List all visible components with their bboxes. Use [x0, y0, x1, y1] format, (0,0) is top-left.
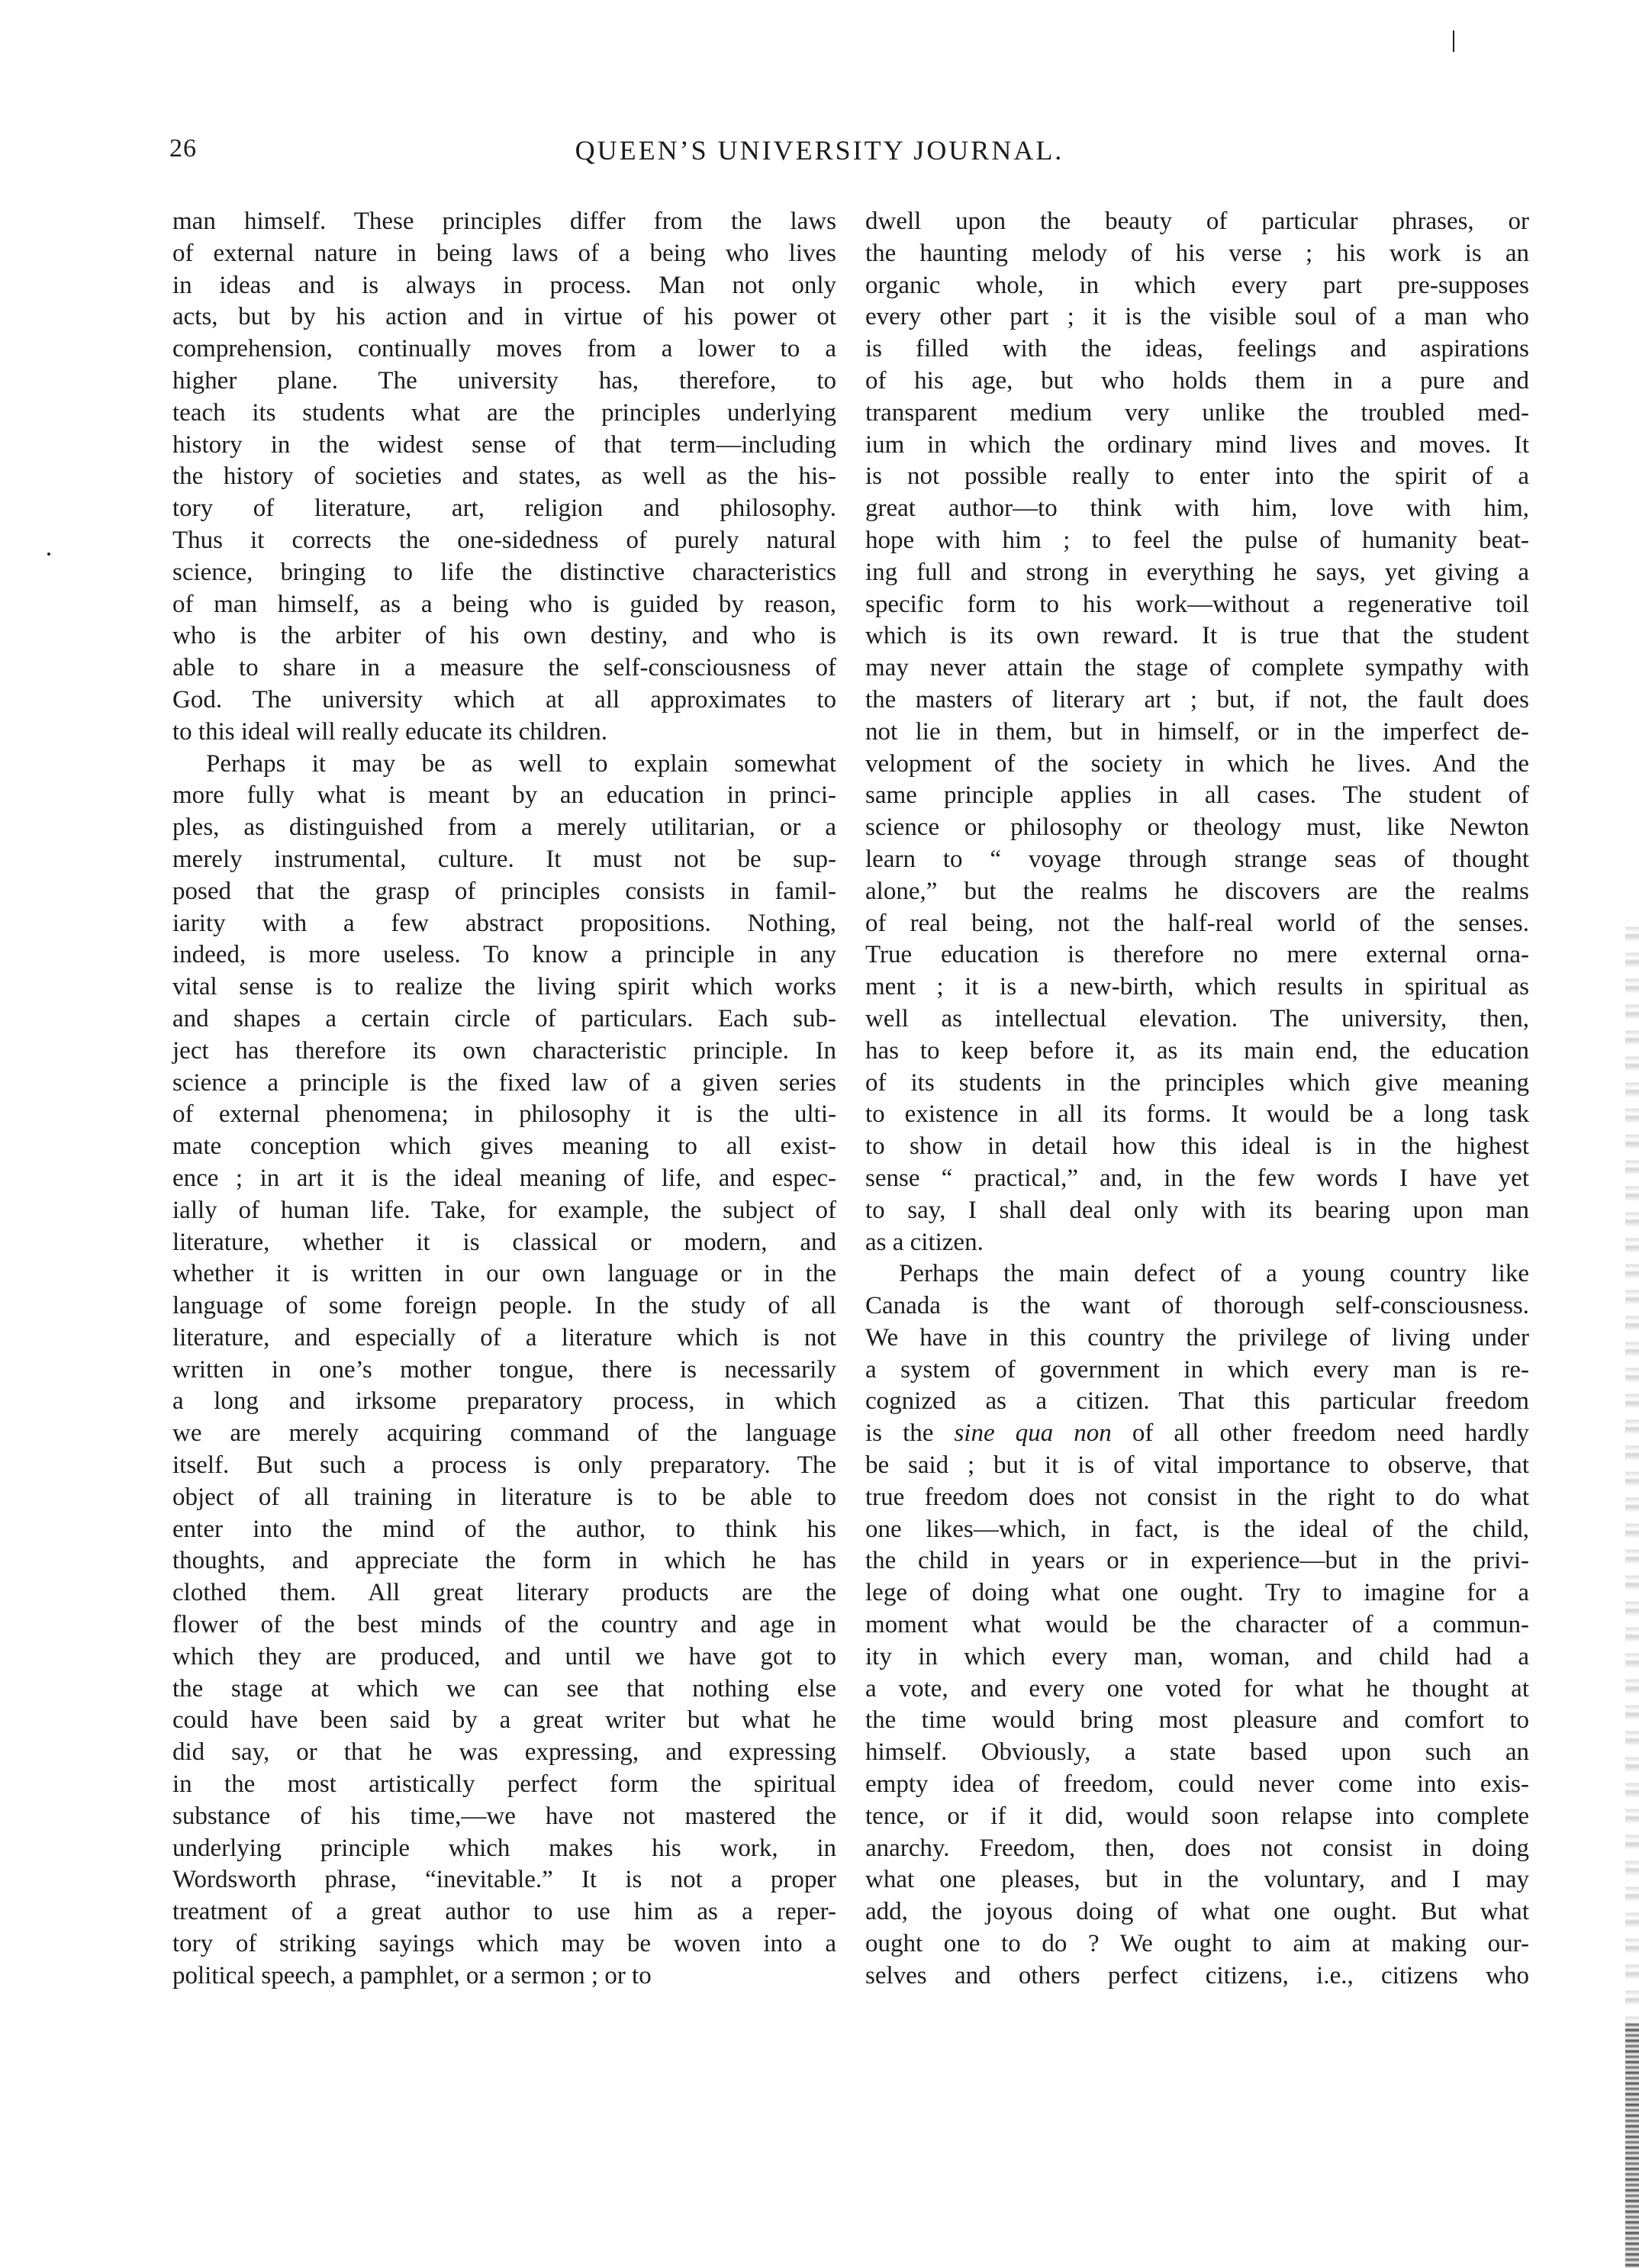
- text-line: be said ; but it is of vital importance to observe, that: [865, 1451, 1529, 1480]
- text-line: ples, as distinguished from a merely utilitarian, or a: [172, 813, 836, 842]
- text-line: to existence in all its forms. It would be a long task: [865, 1100, 1529, 1129]
- text-line: as a citizen.: [865, 1228, 984, 1256]
- text-line: one likes—which, in fact, is the ideal of the child,: [865, 1515, 1529, 1543]
- text-line: the child in years or in experience—but in the privi-: [865, 1547, 1529, 1575]
- text-line: ing full and strong in everything he says, yet giving a: [865, 558, 1529, 586]
- text-line: velopment of the society in which he lives. And the: [865, 749, 1529, 778]
- text-line: a system of government in which every man is re-: [865, 1355, 1529, 1384]
- text-line: learn to “ voyage through strange seas of thought: [865, 845, 1529, 873]
- page-number: 26: [169, 134, 197, 163]
- text-line: whether it is written in our own language or in the: [172, 1260, 836, 1288]
- text-line: ject has therefore its own characteristic principle. In: [172, 1036, 836, 1065]
- text-line: dwell upon the beauty of particular phrases, or: [865, 208, 1529, 235]
- text-line: in the most artistically perfect form the spiritual: [172, 1770, 836, 1799]
- text-line: did say, or that he was expressing, and expressing: [172, 1738, 836, 1767]
- text-line: the time would bring most pleasure and comfort to: [865, 1706, 1529, 1735]
- text-line: the history of societies and states, as well as the his-: [172, 462, 836, 491]
- text-line: Canada is the want of thorough self-consciousness.: [865, 1292, 1529, 1320]
- text-line: organic whole, in which every part pre-supposes: [865, 271, 1529, 299]
- text-line: is filled with the ideas, feelings and aspirations: [865, 335, 1529, 363]
- text-line: sense “ practical,” and, in the few words I have yet: [865, 1164, 1529, 1192]
- text-line: ment ; it is a new-birth, which results in spiritual as: [865, 973, 1529, 1001]
- text-line: in ideas and is always in process. Man not only: [172, 271, 836, 299]
- text-line: indeed, is more useless. To know a principle in any: [172, 941, 836, 969]
- text-line: ity in which every man, woman, and child had a: [865, 1642, 1529, 1670]
- text-line: of man himself, as a being who is guided by reason,: [172, 590, 836, 618]
- text-line: of external nature in being laws of a being who lives: [172, 239, 836, 267]
- text-line: science a principle is the fixed law of a given series: [172, 1068, 836, 1097]
- text-line: moment what would be the character of a commun-: [865, 1611, 1529, 1639]
- text-line: has to keep before it, as its main end, the education: [865, 1036, 1529, 1065]
- page-edge-binding: [1625, 2022, 1639, 2268]
- text-line: enter into the mind of the author, to think his: [172, 1515, 836, 1543]
- text-line: selves and others perfect citizens, i.e., citizens who: [865, 1961, 1529, 1989]
- stray-dot: [47, 553, 50, 556]
- italic-phrase: sine qua non: [954, 1419, 1112, 1448]
- text-line: alone,” but the realms he discovers are the realms: [865, 877, 1529, 905]
- text-line: True education is therefore no mere external orna-: [865, 941, 1529, 969]
- text-line: treatment of a great author to use him as a reper-: [172, 1898, 836, 1926]
- text-line: merely instrumental, culture. It must not be sup-: [172, 845, 836, 873]
- text-line: thoughts, and appreciate the form in which he has: [172, 1547, 836, 1575]
- text-line: tence, or if it did, would soon relapse into complete: [865, 1802, 1529, 1830]
- text-line: tory of striking sayings which may be woven into a: [172, 1930, 836, 1958]
- right-column: [865, 206, 1529, 1993]
- text-line: true freedom does not consist in the right to do what: [865, 1483, 1529, 1511]
- text-line: Perhaps it may be as well to explain somewhat: [206, 749, 836, 778]
- text-line: and shapes a certain circle of particulars. Each sub-: [172, 1004, 836, 1033]
- text-line: acts, but by his action and in virtue of his power ot: [172, 303, 836, 331]
- text-line: the stage at which we can see that nothing else: [172, 1674, 836, 1703]
- text-line: underlying principle which makes his work, in: [172, 1834, 836, 1862]
- text-line: We have in this country the privilege of living under: [865, 1323, 1529, 1351]
- text-line: science, bringing to life the distinctive characteristics: [172, 558, 836, 586]
- text-line: God. The university which at all approximates to: [172, 685, 836, 714]
- text-line: lege of doing what one ought. Try to imagine for a: [865, 1579, 1529, 1607]
- text-line: to say, I shall deal only with its bearing upon man: [865, 1196, 1529, 1224]
- text-line: substance of his time,—we have not mastered the: [172, 1802, 836, 1830]
- text-line: hope with him ; to feel the pulse of humanity beat-: [865, 526, 1529, 554]
- text-line: the haunting melody of his verse ; his work is an: [865, 239, 1529, 267]
- text-line: language of some foreign people. In the study of all: [172, 1292, 836, 1320]
- text-line: a long and irksome preparatory process, in which: [172, 1387, 836, 1416]
- text-line: transparent medium very unlike the troubled med-: [865, 398, 1529, 427]
- text-line: well as intellectual elevation. The university, then,: [865, 1004, 1529, 1033]
- text-line: itself. But such a process is only preparatory. The: [172, 1451, 836, 1480]
- text-line: we are merely acquiring command of the language: [172, 1419, 836, 1448]
- text-line: specific form to his work—without a regenerative toil: [865, 590, 1529, 618]
- text-line: man himself. These principles differ from the laws: [172, 208, 836, 235]
- text-line: of real being, not the half-real world of the senses.: [865, 909, 1529, 937]
- left-column: [172, 206, 836, 1993]
- text-line: every other part ; it is the visible soul of a man who: [865, 303, 1529, 331]
- text-line: Thus it corrects the one-sidedness of purely natural: [172, 526, 836, 554]
- text-line: posed that the grasp of principles consists in famil-: [172, 877, 836, 905]
- text-line: could have been said by a great writer but what he: [172, 1706, 836, 1735]
- text-line: ially of human life. Take, for example, the subject of: [172, 1196, 836, 1224]
- text-line: tory of literature, art, religion and philosophy.: [172, 495, 836, 523]
- text-line: political speech, a pamphlet, or a sermon ; or to: [172, 1961, 652, 1989]
- text-line: flower of the best minds of the country and age in: [172, 1611, 836, 1639]
- text-line: comprehension, continually moves from a lower to a: [172, 335, 836, 363]
- text-line: to show in detail how this ideal is in the highest: [865, 1132, 1529, 1161]
- text-line: science or philosophy or theology must, like Newton: [865, 813, 1529, 842]
- text-line: is not possible really to enter into the spirit of a: [865, 462, 1529, 491]
- text-line: mate conception which gives meaning to all exist-: [172, 1132, 836, 1161]
- text-line: same principle applies in all cases. The student of: [865, 781, 1529, 810]
- text-line: teach its students what are the principles underlying: [172, 398, 836, 427]
- text-line: cognized as a citizen. That this particular freedom: [865, 1387, 1529, 1416]
- text-line: literature, whether it is classical or modern, and: [172, 1228, 836, 1256]
- text-line: empty idea of freedom, could never come into exis-: [865, 1770, 1529, 1799]
- text-line: a vote, and every one voted for what he thought at: [865, 1674, 1529, 1703]
- text-line: add, the joyous doing of what one ought. But what: [865, 1898, 1529, 1926]
- text-line: Wordsworth phrase, “inevitable.” It is not a proper: [172, 1866, 836, 1894]
- text-line: iarity with a few abstract propositions. Nothing,: [172, 909, 836, 937]
- text-line: may never attain the stage of complete sympathy with: [865, 654, 1529, 682]
- text-line: higher plane. The university has, therefore, to: [172, 366, 836, 395]
- text-line: not lie in them, but in himself, or in the imperfect de-: [865, 717, 1529, 746]
- text-line: history in the widest sense of that term—including: [172, 430, 836, 459]
- text-line: of its students in the principles which give meaning: [865, 1068, 1529, 1097]
- running-title: QUEEN’S UNIVERSITY JOURNAL.: [575, 135, 1064, 166]
- text-line: which they are produced, and until we have got to: [172, 1642, 836, 1670]
- text-line: who is the arbiter of his own destiny, and who is: [172, 622, 836, 650]
- text-line: the masters of literary art ; but, if not, the fault does: [865, 685, 1529, 714]
- text-line: great author—to think with him, love with him,: [865, 495, 1529, 523]
- text-line: vital sense is to realize the living spirit which works: [172, 973, 836, 1001]
- stray-mark: [1453, 31, 1454, 52]
- text-line: written in one’s mother tongue, there is necessarily: [172, 1355, 836, 1384]
- text-line: which is its own reward. It is true that the student: [865, 622, 1529, 650]
- text-line: what one pleases, but in the voluntary, and I may: [865, 1866, 1529, 1894]
- text-line: himself. Obviously, a state based upon such an: [865, 1738, 1529, 1767]
- text-line: Perhaps the main defect of a young country like: [899, 1260, 1529, 1288]
- text-line: of external phenomena; in philosophy it is the ulti-: [172, 1100, 836, 1129]
- text-line: object of all training in literature is to be able to: [172, 1483, 836, 1511]
- text-line: ium in which the ordinary mind lives and moves. It: [865, 430, 1529, 459]
- text-line: is the sine qua non of all other freedom need hardly: [865, 1419, 1529, 1448]
- text-line: more fully what is meant by an education in princi-: [172, 781, 836, 810]
- text-line: clothed them. All great literary products are the: [172, 1579, 836, 1607]
- text-line: anarchy. Freedom, then, does not consist in doing: [865, 1834, 1529, 1862]
- text-line: ought one to do ? We ought to aim at making our-: [865, 1930, 1529, 1958]
- text-line: to this ideal will really educate its children.: [172, 717, 607, 746]
- text-line: of his age, but who holds them in a pure and: [865, 366, 1529, 395]
- text-line: able to share in a measure the self-consciousness of: [172, 654, 836, 682]
- text-line: literature, and especially of a literature which is not: [172, 1323, 836, 1351]
- text-line: ence ; in art it is the ideal meaning of life, and espec-: [172, 1164, 836, 1192]
